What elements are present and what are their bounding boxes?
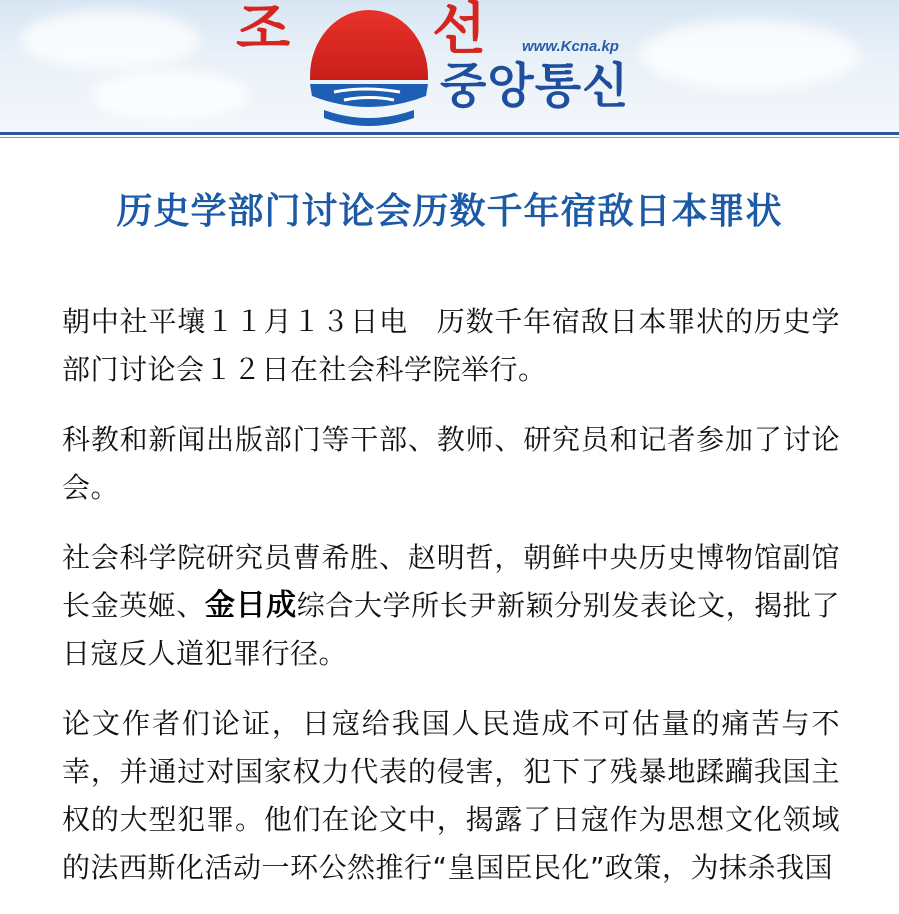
cloud-decoration (20, 10, 200, 70)
logo-text-seon: 선 (432, 0, 487, 62)
cloud-decoration (640, 20, 860, 90)
logo-text-jo: 조 (236, 0, 293, 62)
header-divider (0, 132, 899, 135)
logo-text-central-news: 중앙통신 (440, 58, 630, 114)
sunrise-sea-emblem-icon (304, 0, 434, 128)
cloud-decoration (90, 70, 250, 120)
paragraph-text: 综合大学所长尹新颖分别发表论文，揭批了日寇反人道犯罪行径。 (62, 589, 840, 670)
article-title: 历史学部门讨论会历数千年宿敌日本罪状 (116, 191, 783, 232)
article-paragraph: 朝中社平壤１１月１３日电 历数千年宿敌日本罪状的历史学部门讨论会１２日在社会科学院举行。 (62, 305, 840, 386)
paragraph-text: 社会科学院研究员曹希胜、赵明哲，朝鲜中央历史博物馆副馆长金英姬、 (62, 541, 840, 622)
article-paragraph: 科教和新闻出版部门等干部、教师、研究员和记者参加了讨论会。 (62, 423, 840, 504)
highlighted-name: 金日成 (204, 588, 297, 623)
header-divider-thin (0, 137, 899, 138)
article-paragraph: 论文作者们论证，日寇给我国人民造成不可估量的痛苦与不幸，并通过对国家权力代表的侵害，犯下了残暴地蹂躏我国主权的大型犯罪。他们在论文中，揭露了日寇作为思想文化领域的法西斯化活动一环公然推行“皇国臣民化”政策，为抹杀我国 (62, 707, 840, 884)
article-body (62, 298, 840, 914)
kcna-header-banner (0, 0, 899, 132)
website-url: www.Kcna.kp (522, 38, 619, 55)
article-paragraph (62, 534, 840, 678)
